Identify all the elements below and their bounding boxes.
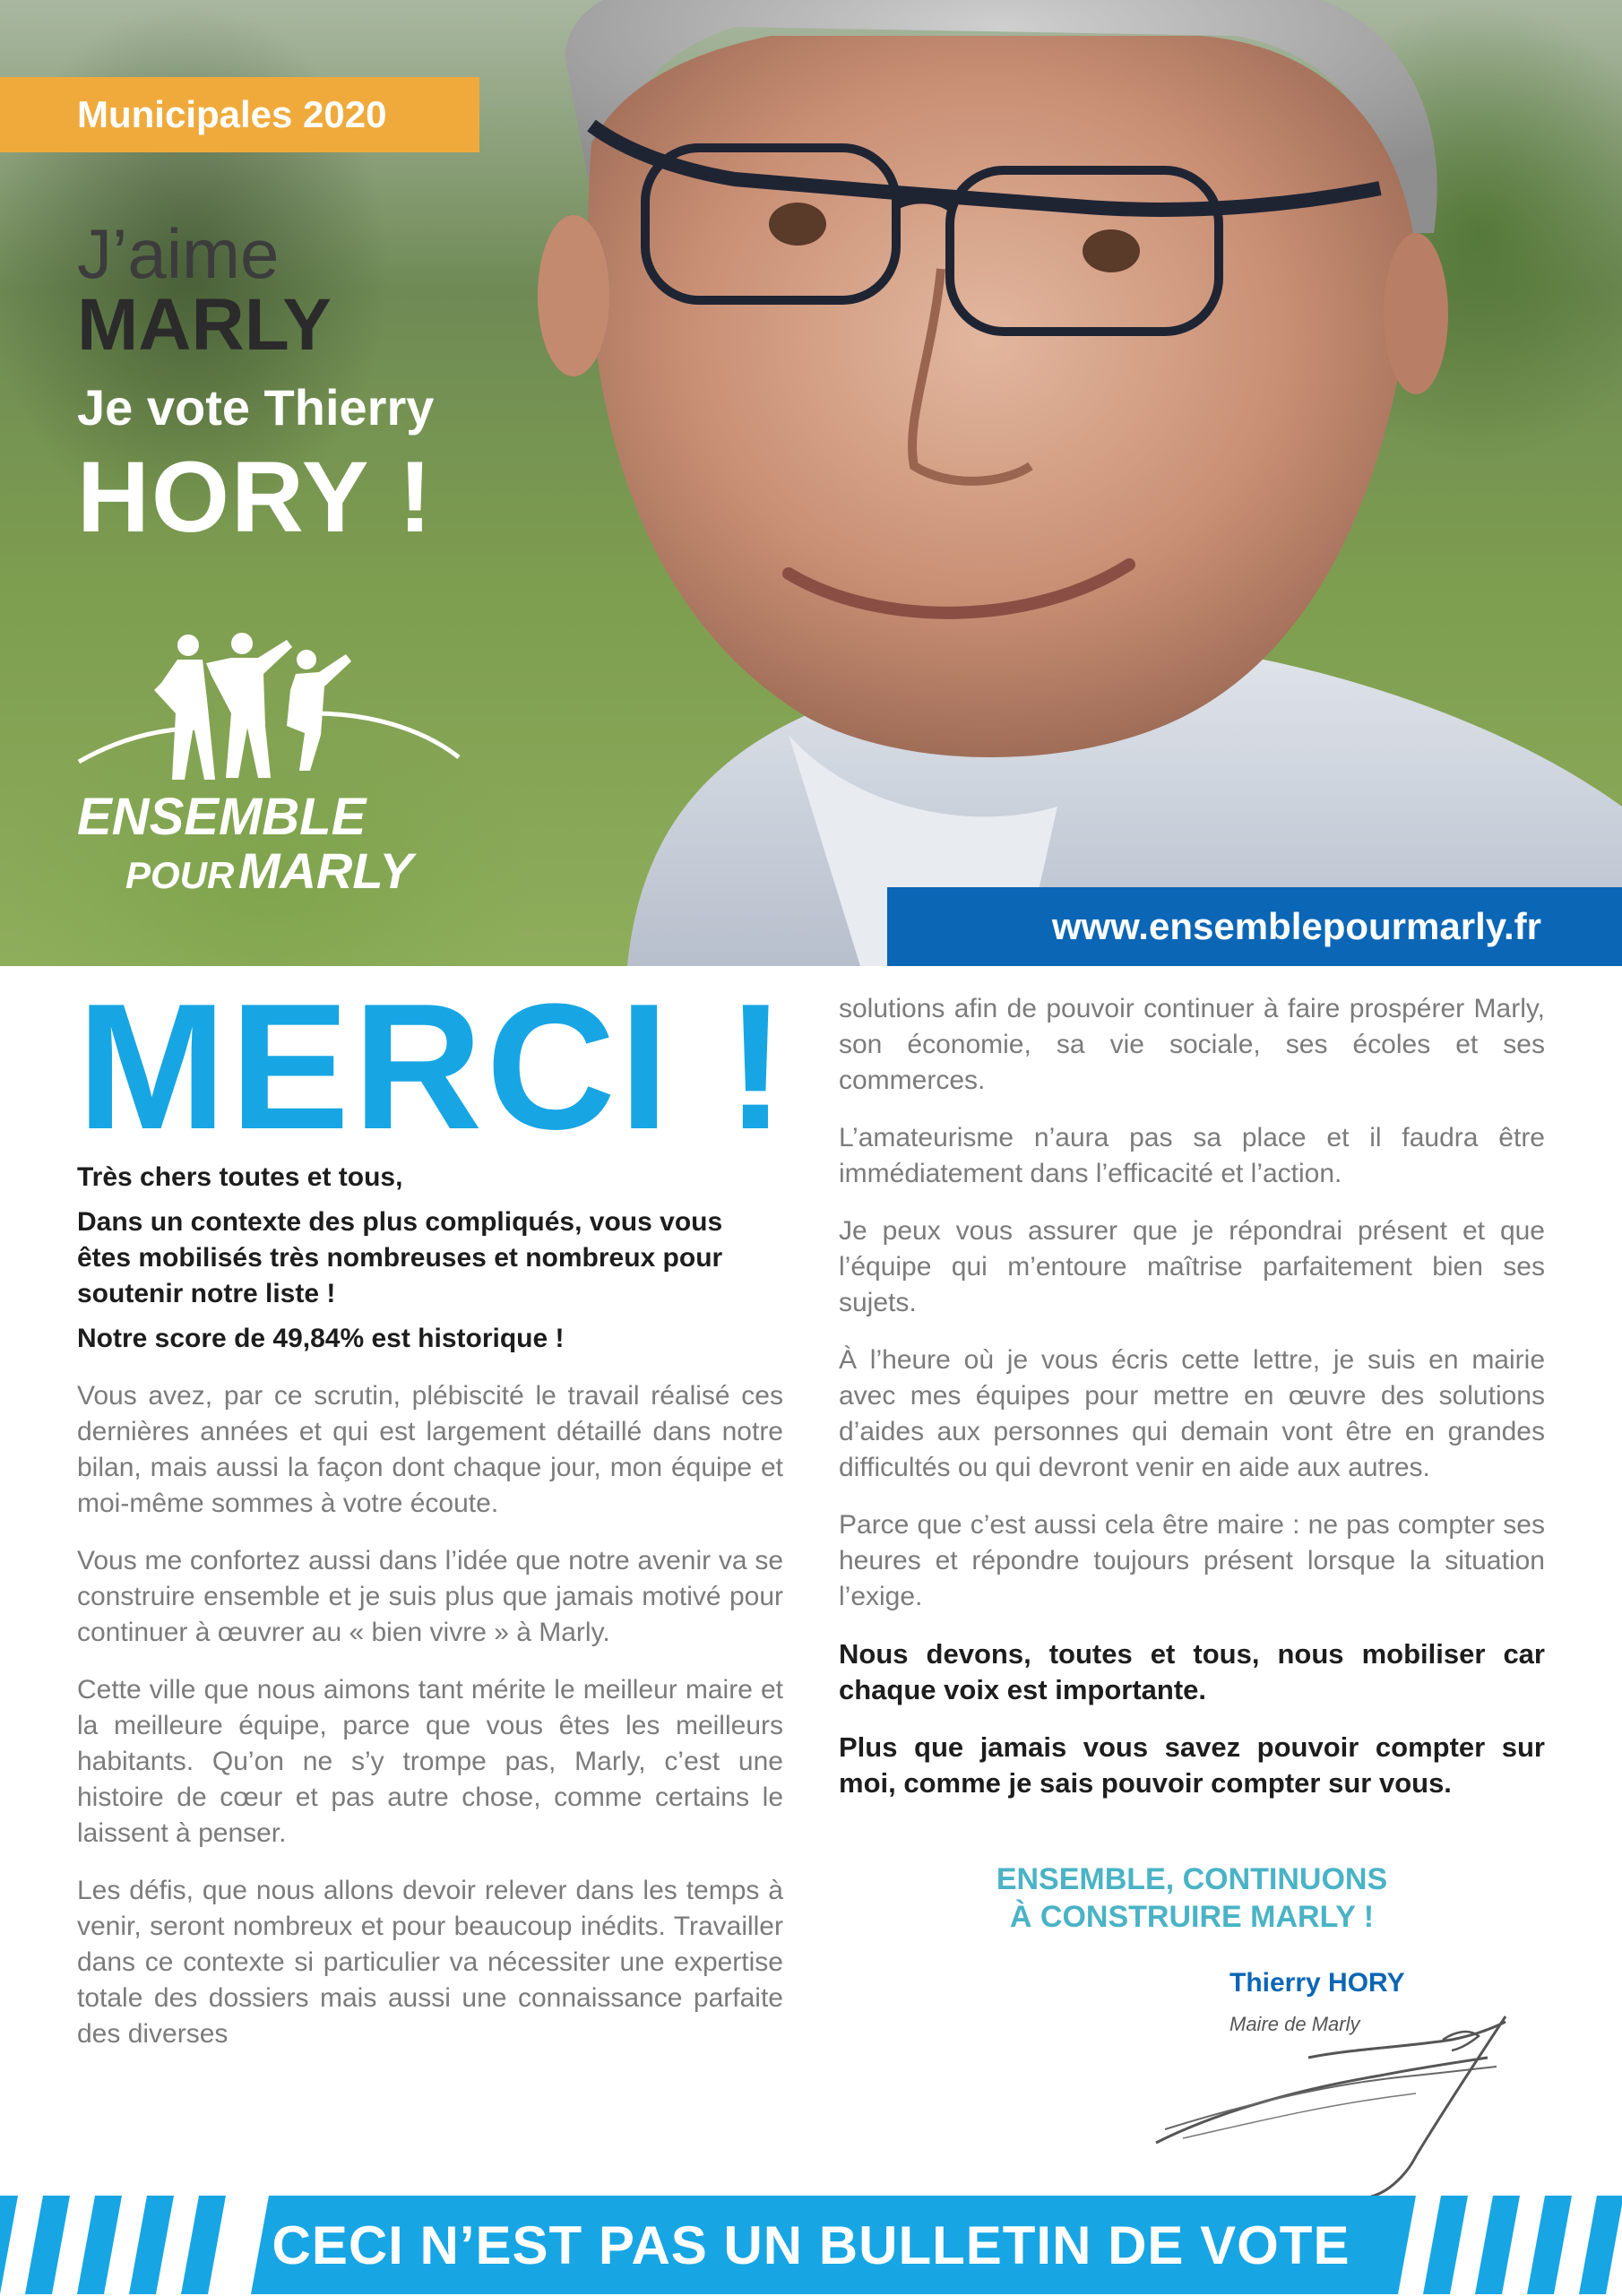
slogan-line-1: J’aime bbox=[77, 214, 280, 293]
letter-paragraph: Vous avez, par ce scrutin, plébiscité le travail réalisé ces dernières années et qui est largement détaillé dans notre bilan, mais aussi la façon dont chaque jour, mon équipe et moi-même sommes à votre écoute. bbox=[77, 1381, 783, 1518]
logo-text-ensemble: ENSEMBLE bbox=[77, 788, 367, 846]
letter-paragraph: Je peux vous assurer que je répondrai présent et que l’équipe qui m’entoure maîtrise parfaitement bien ses sujets. bbox=[839, 1216, 1545, 1317]
website-url: www.ensemblepourmarly.fr bbox=[887, 887, 1622, 966]
letter-paragraph: Cette ville que nous aimons tant mérite le meilleur maire et la meilleure équipe, parce que vous êtes les meilleurs habitants. Qu’on ne s’y trompe pas, Marly, c’est une histoire de cœur et pas autre chose, comme certains le laissent à penser. bbox=[77, 1675, 783, 1848]
closing-slogan-line-2: À CONSTRUIRE MARLY ! bbox=[1009, 1900, 1375, 1934]
letter-paragraph: L’amateurisme n’aura pas sa place et il faudra être immédiatement dans l’efficacité et l’action. bbox=[839, 1123, 1545, 1188]
letter-paragraph: solutions afin de pouvoir continuer à faire prospérer Marly, son économie, sa vie sociale, ses écoles et ses commerces. bbox=[839, 994, 1545, 1095]
letter-paragraph: Vous me confortez aussi dans l’idée que notre avenir va se construire ensemble et je suis plus que jamais motivé pour continuer à œuvrer au « bien vivre » à Marly. bbox=[77, 1546, 783, 1647]
handwritten-signature-icon bbox=[1147, 2004, 1523, 2201]
letter-column-left bbox=[77, 1160, 783, 2074]
election-tag: Municipales 2020 bbox=[0, 77, 479, 152]
letter-paragraph: Dans un contexte des plus compliqués, vous vous êtes mobilisés très nombreuses et nombreux pour soutenir notre liste ! bbox=[77, 1207, 723, 1308]
letter-paragraph: Plus que jamais vous savez pouvoir compter sur moi, comme je sais pouvoir compter sur vous. bbox=[839, 1731, 1545, 1799]
letter-column-right bbox=[839, 991, 1545, 1823]
headline-merci: MERCI ! bbox=[77, 967, 789, 1167]
slogan-line-4: HORY ! bbox=[77, 441, 434, 553]
letter-paragraph: Parce que c’est aussi cela être maire : ne pas compter ses heures et répondre toujours présent lorsque la situation l’exige. bbox=[839, 1510, 1545, 1611]
logo-text-pour: POUR bbox=[125, 854, 235, 896]
signer-name: Thierry HORY bbox=[1229, 1968, 1405, 1998]
letter-paragraph: Les défis, que nous allons devoir relever dans les temps à venir, seront nombreux et pour beaucoup inédits. Travailler dans ce contexte si particulier va nécessiter une expertise totale des dossiers mais aussi une connaissance parfaite des diverses bbox=[77, 1876, 783, 2049]
closing-slogan-line-1: ENSEMBLE, CONTINUONS bbox=[996, 1862, 1388, 1896]
logo-text-marly: MARLY bbox=[237, 842, 413, 899]
closing-slogan bbox=[839, 1860, 1545, 1936]
footer-banner-text: CECI N’EST PAS UN BULLETIN DE VOTE bbox=[272, 2215, 1350, 2275]
slogan-line-3: Je vote Thierry bbox=[77, 379, 435, 436]
letter-paragraph: Notre score de 49,84% est historique ! bbox=[77, 1324, 565, 1353]
letter-greeting: Très chers toutes et tous, bbox=[77, 1162, 403, 1192]
letter-paragraph: Nous devons, toutes et tous, nous mobiliser car chaque voix est importante. bbox=[839, 1638, 1545, 1705]
signer-role: Maire de Marly bbox=[1229, 2013, 1360, 2035]
slogan-line-2: MARLY bbox=[77, 284, 332, 366]
hero-photo-area bbox=[0, 0, 1622, 966]
letter-paragraph: À l’heure où je vous écris cette lettre, je suis en mairie avec mes équipes pour mettre en œuvre des solutions d’aides aux personnes qui demain vont être en grandes difficultés ou qui devront venir en aide aux autres. bbox=[839, 1345, 1545, 1482]
logo-text-pour-marly bbox=[125, 844, 413, 911]
